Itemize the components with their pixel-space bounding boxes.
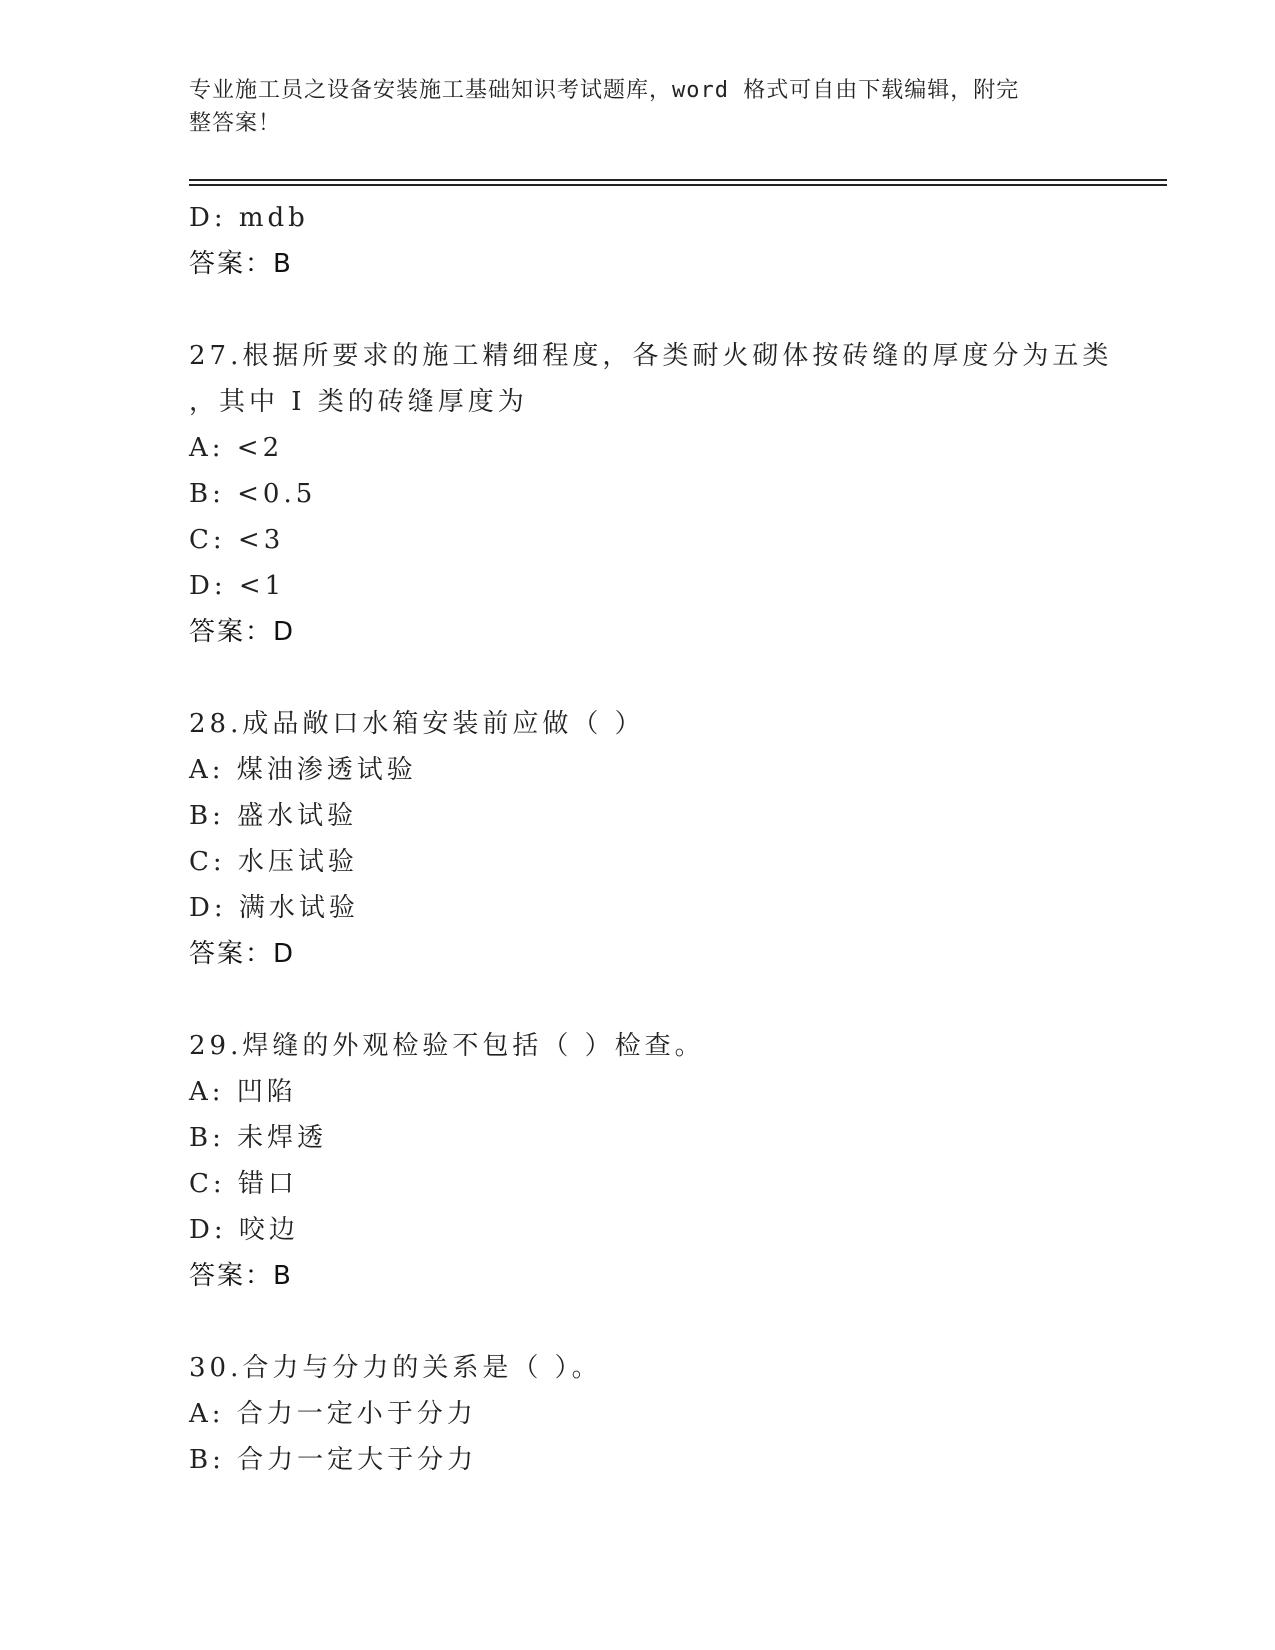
- document-header: [189, 74, 1089, 140]
- question-stem: 30.合力与分力的关系是（ ）。: [189, 1353, 602, 1383]
- option-a: A: 煤油渗透试验: [189, 755, 417, 785]
- header-divider-bottom: [189, 184, 1167, 186]
- spacer: [189, 977, 1169, 1023]
- question-28: [189, 701, 1169, 977]
- option-a: A: 凹陷: [189, 1077, 297, 1107]
- header-divider-top: [189, 179, 1167, 181]
- spacer: [189, 655, 1169, 701]
- answer-line: 答案：D: [189, 939, 296, 969]
- option-b: B: <0.5: [189, 479, 317, 509]
- question-27: [189, 333, 1169, 655]
- option-b: B: 盛水试验: [189, 801, 358, 831]
- option-a: A: <2: [189, 433, 284, 463]
- option-c: C: 错口: [189, 1169, 298, 1199]
- question-stem: 27.根据所要求的施工精细程度，各类耐火砌体按砖缝的厚度分为五类: [189, 341, 1113, 371]
- answer-line: 答案：B: [189, 1261, 293, 1291]
- answer-line: 答案：D: [189, 617, 296, 647]
- option-d: D: 咬边: [189, 1215, 299, 1245]
- option-c: C: 水压试验: [189, 847, 358, 877]
- header-line-1: 专业施工员之设备安装施工基础知识考试题库，word 格式可自由下载编辑，附完: [189, 78, 1020, 103]
- option-b: B: 合力一定大于分力: [189, 1445, 478, 1475]
- option-d: D: 满水试验: [189, 893, 359, 923]
- question-30: [189, 1345, 1169, 1483]
- option-b: B: 未焊透: [189, 1123, 328, 1153]
- question-stem-continued: ，其中 I 类的砖缝厚度为: [189, 387, 528, 417]
- option-d: D: <1: [189, 571, 286, 601]
- option-c: C: <3: [189, 525, 285, 555]
- question-29: [189, 1023, 1169, 1299]
- spacer: [189, 1299, 1169, 1345]
- question-list: [189, 195, 1169, 1483]
- spacer: [189, 287, 1169, 333]
- answer-line: 答案：B: [189, 249, 293, 279]
- question-stem: 28.成品敞口水箱安装前应做（ ）: [189, 709, 645, 739]
- option-d: D: mdb: [189, 203, 309, 233]
- previous-question-tail: [189, 195, 1169, 287]
- question-stem: 29.焊缝的外观检验不包括（ ）检查。: [189, 1031, 705, 1061]
- option-a: A: 合力一定小于分力: [189, 1399, 477, 1429]
- header-line-2: 整答案！: [189, 111, 282, 136]
